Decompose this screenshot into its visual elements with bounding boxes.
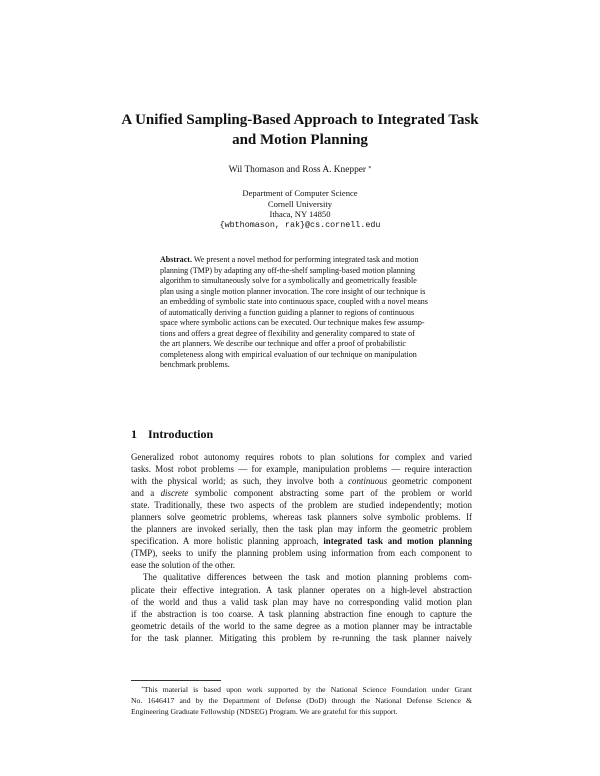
body-line: geometric details of the world to the same degree as a motion planner may be intractable — [131, 620, 472, 631]
footnote-line: Engineering Graduate Fellowship (NDSEG) Program. We are grateful for this support. — [131, 706, 398, 716]
footnote-divider — [131, 680, 221, 681]
body-line: Generalized robot autonomy requires robots to plan solutions for complex and varied — [131, 452, 472, 462]
footnote — [131, 685, 472, 717]
body-line: specification. A more holistic planning approach, integrated task and motion planning — [131, 536, 472, 547]
body-line: planners solve geometric problems, whereas task planners solve symbolic problems. If — [131, 512, 472, 523]
body-line: (TMP), seeks to unify the planning problem using information from each component to — [131, 548, 472, 559]
title-line-2: and Motion Planning — [232, 132, 368, 148]
author-emails: {wbthomason, rak}@cs.cornell.edu — [219, 219, 381, 230]
footnote-line: *This material is based upon work supported by the National Science Foundation under Grant — [141, 685, 472, 694]
body-line: with the physical world; as such, they involve both a continuous geometric component — [131, 476, 472, 487]
section-title: Introduction — [148, 427, 214, 441]
body-line: The qualitative differences between the task and motion planning problems com- — [143, 572, 472, 583]
section-heading — [131, 427, 213, 441]
abstract-line: benchmark problems. — [160, 360, 230, 370]
abstract-line: completeness along with empirical evaluation of our technique on manipulation — [160, 349, 417, 359]
author-list — [100, 164, 500, 176]
body-line: state. Traditionally, these two aspects of the problem are studied independently; motion — [131, 500, 472, 511]
abstract-line: plan using a single motion planner invocation. The core insight of our technique is — [160, 286, 426, 296]
body-line: tasks. Most robot problems — for example, manipulation problems — require interaction — [131, 464, 472, 475]
abstract — [160, 255, 442, 371]
abstract-line: algorithm to simultaneously solve for a symbolically and geometrically feasible — [160, 276, 417, 286]
section-number: 1 — [131, 427, 137, 441]
footnote-mark: * — [141, 687, 144, 692]
abstract-line: the art planners. We describe our technique and offer a proof of probabilistic — [160, 339, 406, 349]
body-line: for the task planner. Mitigating this problem by re-running the task planner naively — [131, 632, 472, 643]
affiliation — [100, 188, 500, 230]
author-footnote-mark: * — [368, 166, 372, 172]
body-line: plicate their effective integration. A task planner operates on a high-level abstraction — [131, 584, 472, 595]
emphasis-continuous: continuous — [348, 476, 388, 487]
authors-text: Wil Thomason and Ross A. Knepper — [228, 165, 367, 175]
paper-title — [80, 110, 520, 150]
abstract-line: planning (TMP) by adapting any off-the-shelf sampling-based motion planning — [160, 265, 416, 275]
abstract-line: tions and offers a great degree of flexibility and generality compared to state of — [160, 328, 415, 338]
abstract-line: space where symbolic actions can be executed. Our technique makes few assump- — [160, 318, 425, 328]
body-line: ease the solution of the other. — [131, 560, 236, 571]
emphasis-discrete: discrete — [160, 488, 189, 499]
body-line: if the abstraction is too coarse. A task planning abstraction fine enough to capture the — [131, 608, 472, 619]
title-line-1: A Unified Sampling-Based Approach to Integrated Task — [121, 112, 479, 128]
body-line: the planners are invoked serially, then the task plan may inform the geometric problem — [131, 524, 472, 535]
bold-term-tmp: integrated task and motion planning — [323, 536, 472, 547]
body-line: and a discrete symbolic component abstracting some part of the problem or world — [131, 488, 472, 499]
introduction-body — [131, 451, 472, 644]
abstract-line: Abstract. We present a novel method for performing integrated task and motion — [160, 255, 419, 264]
footnote-line: No. 1646417 and by the Department of Defense (DoD) through the National Defense Science & — [131, 695, 472, 705]
abstract-line: of automatically deriving a function guiding a planner to regions of continuous — [160, 307, 415, 317]
body-line: of the world and thus a valid task plan may have no corresponding valid motion plan — [131, 596, 472, 607]
abstract-label: Abstract. — [160, 255, 192, 264]
location: Ithaca, NY 14850 — [269, 209, 331, 220]
abstract-line: an embedding of symbolic state into continuous space, coupled with a novel means — [160, 297, 428, 307]
department: Department of Computer Science — [242, 188, 358, 198]
university: Cornell University — [267, 198, 333, 209]
